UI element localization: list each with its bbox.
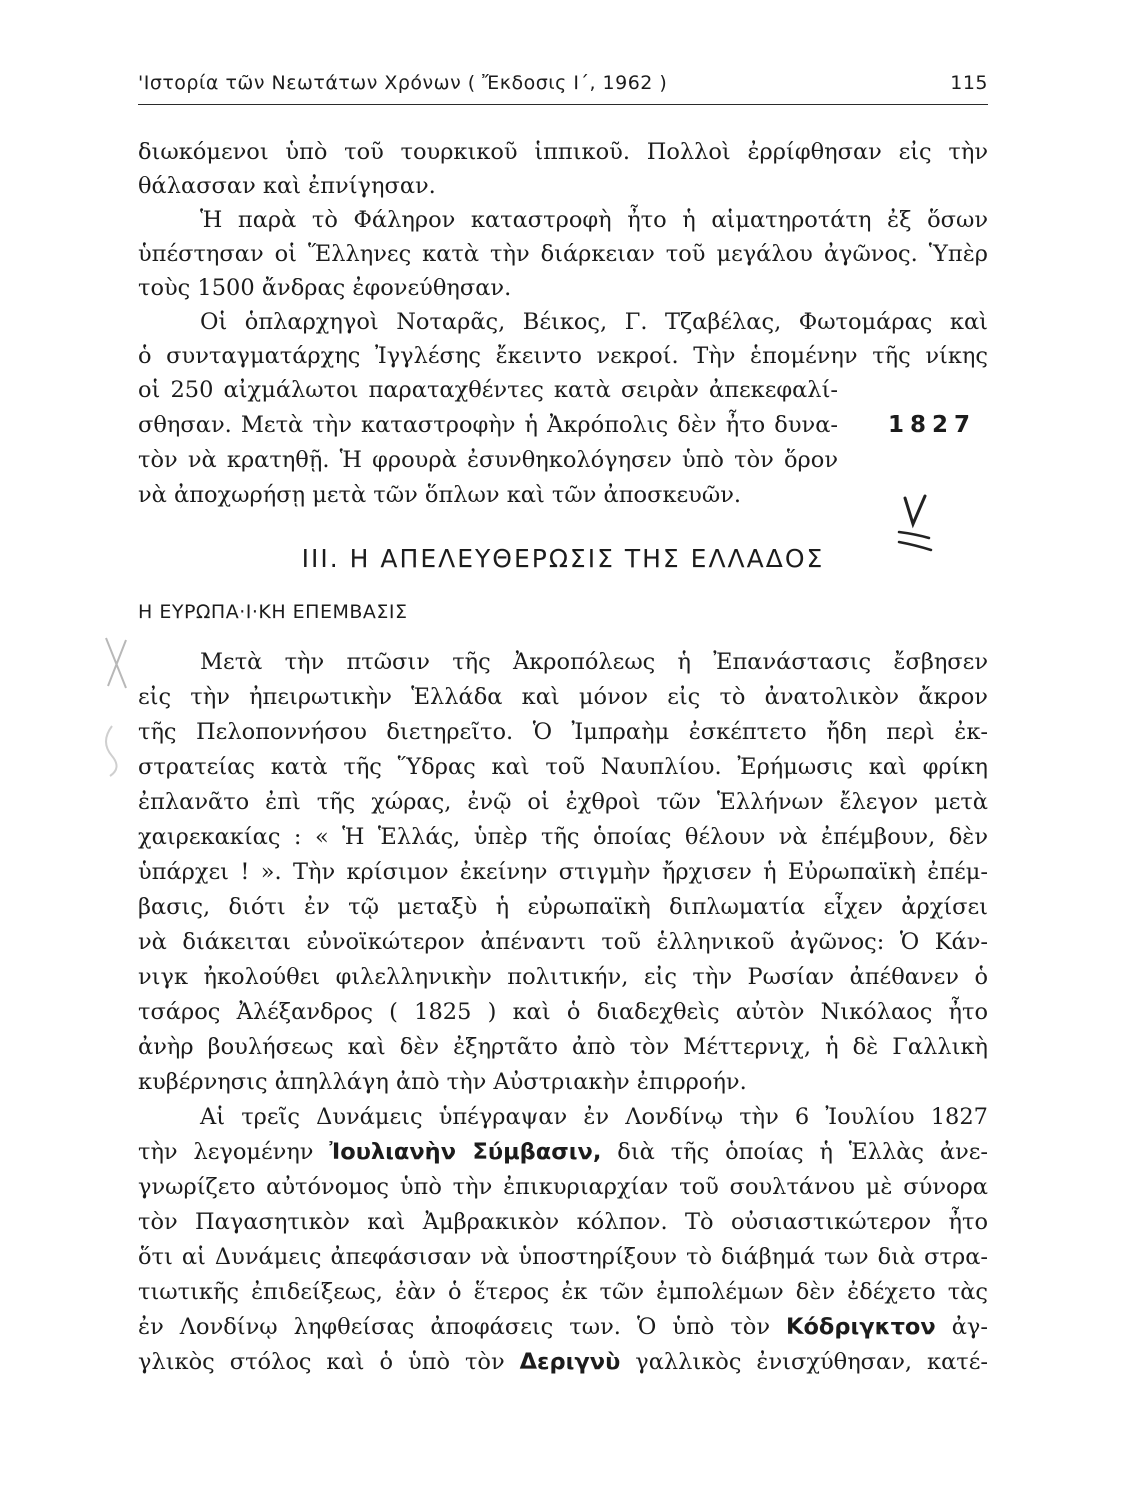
text-line: Ἡ παρὰ τὸ Φάληρον καταστροφὴ ἦτο ἡ αἱματηροτάτη ἐξ ὅσων <box>200 207 988 233</box>
text-run: τὴν λεγομένην <box>138 1139 330 1165</box>
text-line: νὰ ἀποχωρήσῃ μετὰ τῶν ὅπλων καὶ τῶν ἀποσκευῶν. <box>138 482 742 508</box>
text-line: διωκόμενοι ὑπὸ τοῦ τουρκικοῦ ἱππικοῦ. Πολλοὶ ἐρρίφθησαν εἰς τὴν <box>138 139 988 165</box>
text-line: οἱ 250 αἰχμάλωτοι παραταχθέντες κατὰ σειρὰν ἀπεκεφαλί- <box>138 377 838 403</box>
text-line: νιγκ ἠκολούθει φιλελληνικὴν πολιτικήν, εἰς τὴν Ρωσίαν ἀπέθανεν ὁ <box>138 964 988 990</box>
section-title: III. Η ΑΠΕΛΕΥΘΕΡΩΣΙΣ ΤΗΣ ΕΛΛΑΔΟΣ <box>301 544 825 573</box>
text-line: θάλασσαν καὶ ἐπνίγησαν. <box>138 173 436 199</box>
text-line: χαιρεκακίας : « Ἡ Ἑλλάς, ὑπὲρ τῆς ὁποίας θέλουν νὰ ἐπέμβουν, δὲν <box>138 824 988 850</box>
bold-term: Δεριγνὺ <box>519 1349 621 1375</box>
faint-margin-annotation-icon <box>92 630 142 780</box>
text-line: τσάρος Ἀλέξανδρος ( 1825 ) καὶ ὁ διαδεχθεὶς αὐτὸν Νικόλαος ἦτο <box>138 999 988 1025</box>
text-line: βασις, διότι ἐν τῷ μεταξὺ ἡ εὐρωπαϊκὴ διπλωματία εἶχεν ἀρχίσει <box>138 894 988 920</box>
text-line: νὰ διάκειται εὐνοϊκώτερον ἀπέναντι τοῦ ἑλληνικοῦ ἀγῶνος: Ὁ Κάν- <box>138 929 988 955</box>
text-run: ἀγ- <box>935 1314 988 1340</box>
bold-term: Ἰουλιανὴν Σύμβασιν, <box>329 1139 602 1165</box>
subheading: Η ΕΥΡΩΠΑ·Ι·ΚΗ ΕΠΕΜΒΑΣΙΣ <box>138 601 408 623</box>
text-line: ἐπλανᾶτο ἐπὶ τῆς χώρας, ἐνῷ οἱ ἐχθροὶ τῶν Ἑλλήνων ἔλεγον μετὰ <box>138 789 988 815</box>
running-header <box>138 70 988 105</box>
text-line: εἰς τὴν ἠπειρωτικὴν Ἑλλάδα καὶ μόνον εἰς τὸ ἀνατολικὸν ἄκρον <box>138 684 988 710</box>
margin-year: 1827 <box>888 412 977 438</box>
text-line: τιωτικῆς ἐπιδείξεως, ἐὰν ὁ ἕτερος ἐκ τῶν ἐμπολέμων δὲν ἐδέχετο τὰς <box>138 1279 988 1305</box>
text-run: γλικὸς στόλος καὶ ὁ ὑπὸ τὸν <box>138 1349 520 1375</box>
text-line: τοὺς 1500 ἄνδρας ἐφονεύθησαν. <box>138 275 512 301</box>
header-title: 'Ιστορία τῶν Νεωτάτων Χρόνων ( Ἔκδοσις Ι΄, 1962 ) <box>138 72 668 94</box>
text-line: Οἱ ὁπλαρχηγοὶ Νοταρᾶς, Βέικος, Γ. Τζαβέλας, Φωτομάρας καὶ <box>200 309 988 335</box>
text-line-with-bold <box>138 1132 988 1172</box>
text-line: ὁ συνταγματάρχης Ἰγγλέσης ἔκειντο νεκροί. Τὴν ἑπομένην τῆς νίκης <box>138 343 988 369</box>
text-line: σθησαν. Μετὰ τὴν καταστροφὴν ἡ Ἀκρόπολις δὲν ἦτο δυνα- <box>138 412 838 438</box>
text-line: ὑπάρχει ! ». Τὴν κρίσιμον ἐκείνην στιγμὴν ἤρχισεν ἡ Εὐρωπαϊκὴ ἐπέμ- <box>138 859 988 885</box>
text-line: ἀνὴρ βουλήσεως καὶ δὲν ἐξηρτᾶτο ἀπὸ τὸν Μέττερνιχ, ἡ δὲ Γαλλικὴ <box>138 1034 988 1060</box>
bold-term: Κόδριγκτον <box>786 1314 936 1340</box>
text-line: τῆς Πελοποννήσου διετηρεῖτο. Ὁ Ἰμπραὴμ ἐσκέπτετο ἤδη περὶ ἐκ- <box>138 719 988 745</box>
text-line: ὅτι αἱ Δυνάμεις ἀπεφάσισαν νὰ ὑποστηρίξουν τὸ διάβημά των διὰ στρα- <box>138 1244 988 1270</box>
text-run: ἐν Λονδίνῳ ληφθείσας ἀποφάσεις των. Ὁ ὑπὸ τὸν <box>138 1314 787 1340</box>
text-line: Μετὰ τὴν πτῶσιν τῆς Ἀκροπόλεως ἡ Ἐπανάστασις ἔσβησεν <box>200 649 988 675</box>
text-run: διὰ τῆς ὁποίας ἡ Ἑλλὰς ἀνε- <box>601 1139 989 1165</box>
text-line: Αἱ τρεῖς Δυνάμεις ὑπέγραψαν ἐν Λονδίνῳ τὴν 6 Ἰουλίου 1827 <box>200 1104 988 1130</box>
text-line: κυβέρνησις ἀπηλλάγη ἀπὸ τὴν Αὐστριακὴν ἐπιρροήν. <box>138 1069 747 1095</box>
text-line: στρατείας κατὰ τῆς Ὕδρας καὶ τοῦ Ναυπλίου. Ἐρήμωσις καὶ φρίκη <box>138 754 988 780</box>
text-line: τὸν Παγασητικὸν καὶ Ἀμβρακικὸν κόλπον. Τὸ οὐσιαστικώτερον ἦτο <box>138 1209 988 1235</box>
text-line: γνωρίζετο αὐτόνομος ὑπὸ τὴν ἐπικυριαρχίαν τοῦ σουλτάνου μὲ σύνορα <box>138 1174 988 1200</box>
text-line-with-bold <box>138 1342 988 1382</box>
text-run: γαλλικὸς ἐνισχύθησαν, κατέ- <box>620 1349 988 1375</box>
page-number: 115 <box>950 72 988 94</box>
text-line-with-bold <box>138 1307 988 1347</box>
text-line: ὑπέστησαν οἱ Ἕλληνες κατὰ τὴν διάρκειαν τοῦ μεγάλου ἀγῶνος. Ὑπὲρ <box>138 241 988 267</box>
text-line: τὸν νὰ κρατηθῇ. Ἡ φρουρὰ ἐσυνθηκολόγησεν ὑπὸ τὸν ὅρον <box>138 447 838 473</box>
